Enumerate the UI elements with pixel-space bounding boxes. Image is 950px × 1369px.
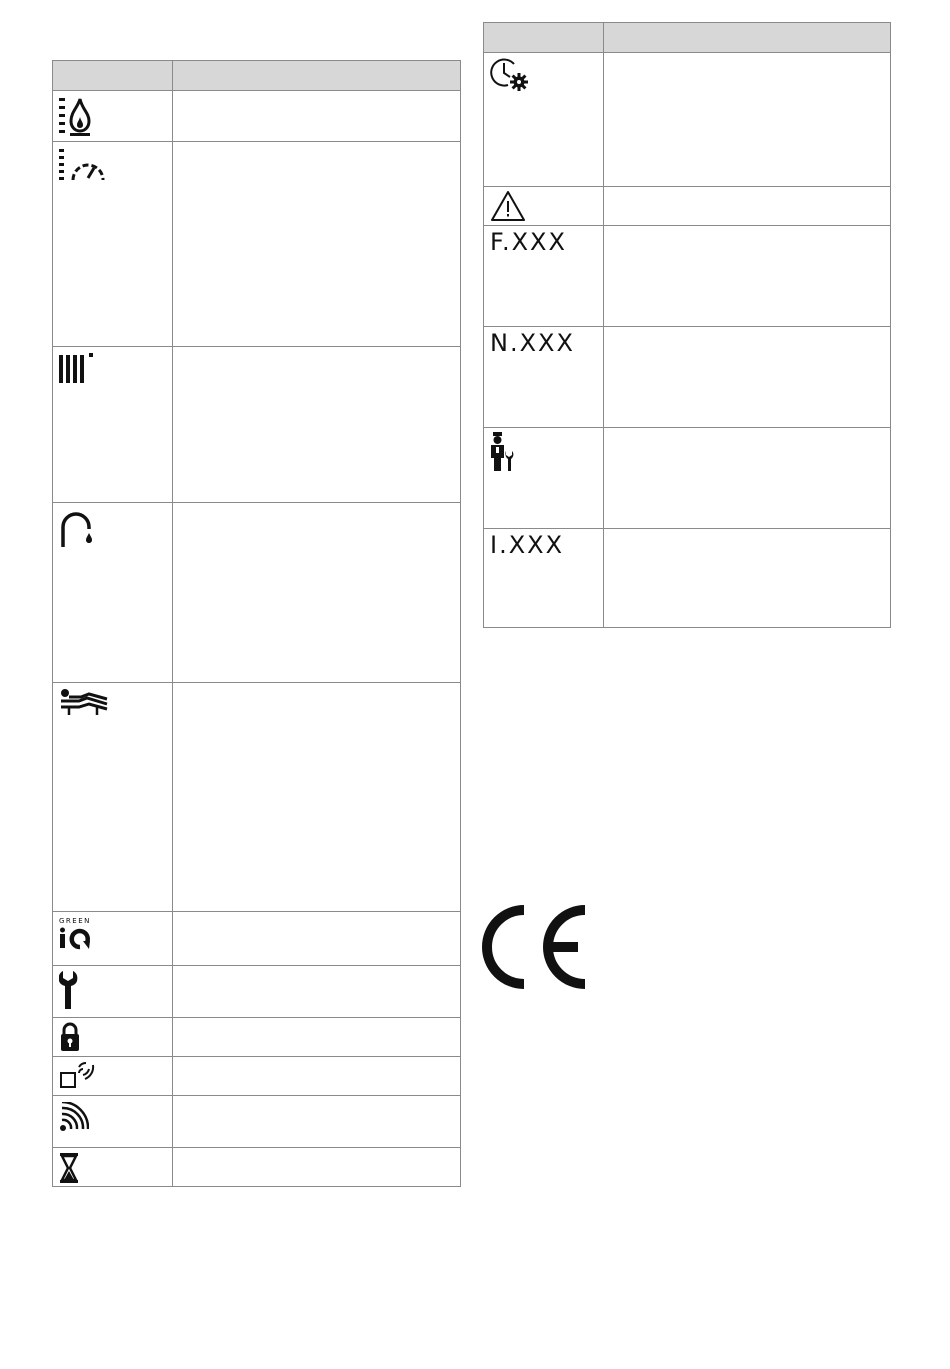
table-row: [53, 91, 460, 142]
table-row: [484, 187, 890, 226]
table-row: [53, 912, 460, 966]
wireless-device-icon: [59, 1061, 95, 1091]
table-row: [484, 327, 890, 428]
right-table-header: [484, 23, 890, 53]
ce-mark-logo: [482, 904, 588, 990]
notice-code: N.XXX: [490, 329, 575, 357]
burner-flame-icon: [59, 97, 93, 137]
heating-radiator-icon: [59, 353, 97, 383]
table-row: [53, 1096, 460, 1148]
comfort-mode-lounger-icon: [59, 687, 111, 719]
table-row: [53, 347, 460, 503]
table-row: [484, 428, 890, 529]
left-table-header: [53, 61, 460, 91]
service-technician-icon: [490, 431, 514, 471]
table-row: [484, 226, 890, 327]
green-label: GREEN: [59, 917, 91, 925]
table-row: [53, 503, 460, 683]
info-code: I.XXX: [490, 531, 565, 559]
right-symbol-table: [483, 22, 891, 628]
wrench-icon: [59, 971, 79, 1011]
table-row: [484, 53, 890, 187]
warning-triangle-icon: [490, 190, 526, 222]
table-row: [53, 966, 460, 1018]
padlock-icon: [59, 1022, 81, 1052]
domestic-hot-water-tap-icon: [59, 509, 97, 549]
table-row: [484, 529, 890, 628]
table-row: [53, 1057, 460, 1096]
green-iq-icon: [59, 916, 99, 952]
table-row: [53, 1018, 460, 1057]
fault-code: F.XXX: [490, 228, 567, 256]
table-row: [53, 142, 460, 347]
left-symbol-table: [52, 60, 461, 1187]
modulation-gauge-icon: [59, 148, 107, 184]
hourglass-icon: [59, 1153, 81, 1183]
clock-gear-icon: [490, 58, 530, 92]
signal-strength-icon: [59, 1102, 89, 1132]
table-row: [53, 1148, 460, 1187]
table-row: [53, 683, 460, 912]
